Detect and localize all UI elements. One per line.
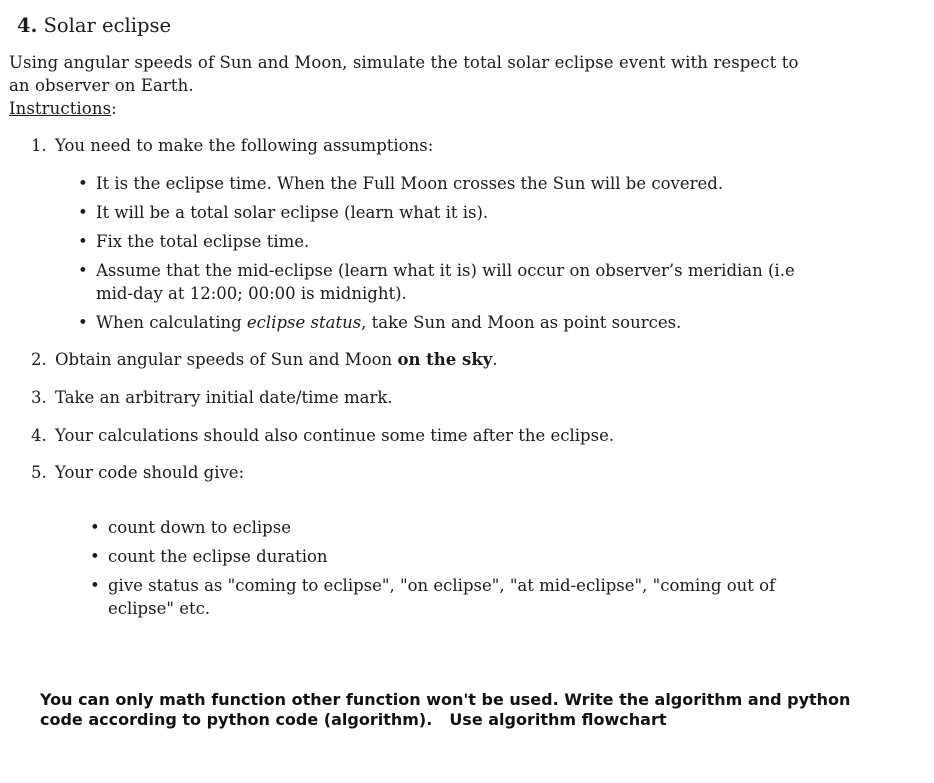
bullet-icon: • [90,518,100,537]
output-bullet-1 [90,518,291,537]
list-number: 4. [31,426,47,445]
bullet-text: give status as "coming to eclipse", "on eclipse", "at mid-eclipse", "coming out of [108,576,776,595]
bullet-emphasis: eclipse status [246,313,362,332]
assumption-bullet-1 [78,174,723,193]
bullet-text: It is the eclipse time. When the Full Moon crosses the Sun will be covered. [96,174,724,193]
instructions-colon: : [111,99,117,118]
list-item-2 [31,350,498,369]
intro-line-2: an observer on Earth. [9,76,194,95]
list-item-4 [31,426,614,445]
bullet-text: It will be a total solar eclipse (learn what it is). [96,203,489,222]
assumption-bullet-4-cont: mid-day at 12:00; 00:00 is midnight). [96,284,407,303]
list-item-text: Take an arbitrary initial date/time mark. [55,388,393,407]
output-bullet-3 [90,576,775,595]
list-item-text: You need to make the following assumptions: [55,136,434,155]
section-title [17,14,171,37]
assumption-bullet-5 [78,313,681,332]
assumption-bullet-4 [78,261,795,280]
bullet-text: When calculating [96,313,247,332]
bullet-text: count the eclipse duration [108,547,328,566]
section-title-text: Solar eclipse [43,14,172,37]
output-bullet-3-cont: eclipse" etc. [108,599,211,618]
list-item-bold: on the sky [397,350,493,369]
list-item-text: Your code should give: [55,463,245,482]
output-bullet-2 [90,547,328,566]
bullet-icon: • [78,313,88,332]
bullet-text: count down to eclipse [108,518,291,537]
list-number: 5. [31,463,47,482]
section-number: 4. [17,14,38,37]
note-text-b: Use algorithm flowchart [449,710,667,729]
assumption-bullet-3 [78,232,309,251]
bullet-icon: • [78,232,88,251]
bullet-text: Assume that the mid-eclipse (learn what it is) will occur on observer’s meridian (i.e [96,261,795,280]
bullet-icon: • [78,203,88,222]
intro-line-1: Using angular speeds of Sun and Moon, simulate the total solar eclipse event with respect to [9,53,799,72]
bullet-icon: • [78,174,88,193]
list-item-text: Your calculations should also continue some time after the eclipse. [55,426,615,445]
list-item-text: Obtain angular speeds of Sun and Moon [55,350,398,369]
note-line-1: You can only math function other function won't be used. Write the algorithm and python [40,690,851,709]
bullet-icon: • [78,261,88,280]
assumption-bullet-2 [78,203,488,222]
bullet-icon: • [90,547,100,566]
list-item-3 [31,388,393,407]
list-number: 2. [31,350,47,369]
list-item-1 [31,136,433,155]
note-line-2 [40,710,666,729]
list-number: 1. [31,136,47,155]
list-item-5 [31,463,244,482]
instructions-heading [9,99,117,118]
note-text-a: code according to python code (algorithm). [40,710,433,729]
bullet-text-end: , take Sun and Moon as point sources. [361,313,682,332]
instructions-label: Instructions [9,99,112,118]
bullet-text: Fix the total eclipse time. [96,232,310,251]
list-number: 3. [31,388,47,407]
list-item-text-end: . [492,350,498,369]
bullet-icon: • [90,576,100,595]
